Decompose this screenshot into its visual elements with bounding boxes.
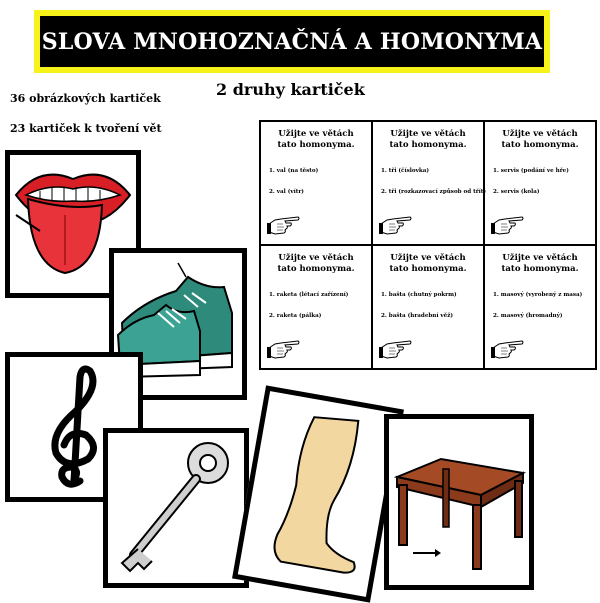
text-card-line: 2. servis (kola) — [493, 189, 540, 195]
text-card-heading: Užijte ve větách tato homonyma. — [277, 129, 355, 150]
text-card-line: 1. bašta (chutný pokrm) — [381, 292, 457, 298]
sentence-card-count: 23 kartiček k tvoření vět — [10, 122, 162, 135]
table-icon — [389, 419, 529, 585]
pointing-hand-icon — [267, 336, 301, 362]
text-card-heading: Užijte ve větách tato homonyma. — [501, 129, 579, 150]
text-card-heading: Užijte ve větách tato homonyma. — [389, 253, 467, 274]
text-card-line: 2. tři (rozkazovací způsob od třít) — [381, 189, 487, 195]
text-card — [372, 121, 487, 245]
text-card — [372, 245, 484, 369]
pointing-hand-icon — [491, 336, 525, 362]
text-card — [260, 121, 372, 245]
picture-card-leg — [232, 385, 404, 602]
text-card-line: 2. val (vítr) — [269, 189, 304, 195]
text-card-line: 1. tři (číslovka) — [381, 168, 429, 174]
text-card-line: 1. masový (vyrobený z masa) — [493, 292, 583, 298]
pointing-hand-icon — [379, 336, 413, 362]
text-card-line: 1. val (na těsto) — [269, 168, 319, 174]
text-card — [260, 245, 372, 369]
text-card-line: 2. masový (hromadný) — [493, 313, 563, 319]
picture-card-count: 36 obrázkových kartiček — [10, 92, 161, 105]
title-banner-inner — [40, 16, 544, 67]
text-card — [484, 245, 596, 369]
pointing-hand-icon — [491, 212, 525, 238]
picture-card-key — [103, 428, 249, 588]
key-icon — [108, 433, 244, 583]
text-card-line: 2. raketa (pálka) — [269, 313, 322, 319]
pointing-hand-icon — [379, 212, 413, 238]
page-title: SLOVA MNOHOZNAČNÁ A HOMONYMA — [41, 28, 543, 55]
pointing-hand-icon — [267, 212, 301, 238]
text-card-grid — [259, 120, 597, 370]
text-card-line: 1. raketa (létací zařízení) — [269, 292, 349, 298]
text-card-heading: Užijte ve větách tato homonyma. — [277, 253, 355, 274]
text-card-heading: Užijte ve větách tato homonyma. — [501, 253, 579, 274]
text-card-line: 1. servis (podání ve hře) — [493, 168, 569, 174]
title-banner — [34, 10, 550, 73]
leg-icon — [238, 391, 398, 597]
text-card-line: 2. bašta (hradební věž) — [381, 313, 454, 319]
text-card — [484, 121, 596, 245]
text-card-heading: Užijte ve větách tato homonyma. — [389, 129, 467, 150]
picture-card-table — [384, 414, 534, 590]
subtitle: 2 druhy kartiček — [216, 80, 365, 99]
